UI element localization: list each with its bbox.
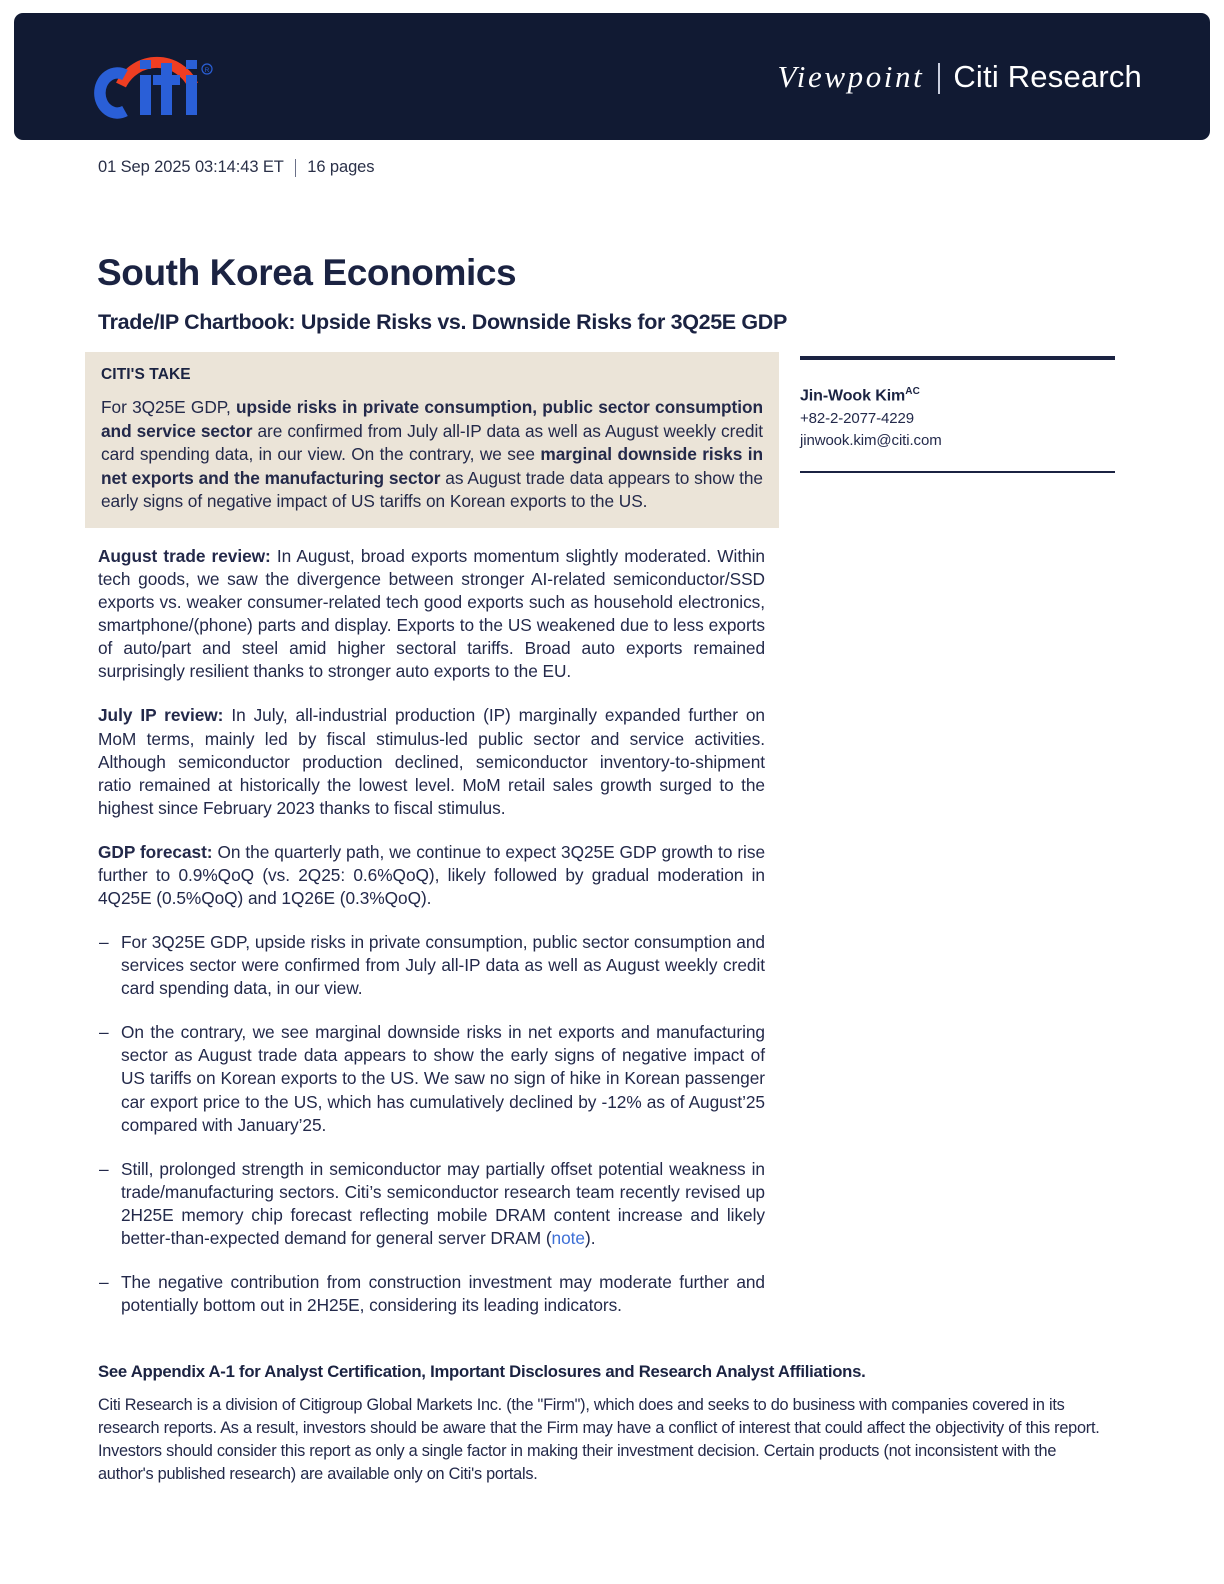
paragraph-lead: August trade review: [98, 546, 271, 566]
citis-take-segment-2: are confirmed from July all-IP data as well as August weekly credit card spending data, in our view. On the contrary, we see [101, 420, 763, 465]
analyst-bottom-rule [800, 471, 1115, 473]
page-count: 16 pages [307, 158, 375, 176]
analyst-credential: AC [905, 386, 921, 397]
body-paragraph [98, 704, 765, 819]
citis-take-segment-4: as August trade data appears to show the early signs of negative impact of US tariffs on Korean exports to the US. [101, 467, 763, 512]
publish-timestamp: 01 Sep 2025 03:14:43 ET [98, 158, 284, 176]
bullet-dash-icon: – [99, 1158, 109, 1179]
analyst-top-rule [800, 356, 1115, 360]
page-subtitle: Trade/IP Chartbook: Upside Risks vs. Downside Risks for 3Q25E GDP [98, 310, 787, 334]
bullet-dash-icon: – [99, 1022, 109, 1043]
bullet-dash-icon: – [99, 1272, 109, 1293]
bullet-dash-icon: – [99, 932, 109, 953]
appendix-notice: See Appendix A-1 for Analyst Certification, Important Disclosures and Research Analyst Affiliations. [98, 1362, 866, 1381]
document-footer [98, 1362, 1111, 1487]
citis-take-box [85, 352, 779, 528]
document-meta [98, 158, 374, 177]
paragraph-text: On the quarterly path, we continue to expect 3Q25E GDP growth to rise further to 0.9%QoQ (vs. 2Q25: 0.6%QoQ), likely followed by gradual moderation in 4Q25E (0.5%QoQ) and 1Q26E (0.3%QoQ). [98, 841, 766, 909]
citis-take-segment-0: For 3Q25E GDP, [101, 397, 237, 417]
bullet-text: Still, prolonged strength in semiconductor may partially offset potential weakness in trade/manufacturing sectors. Citi’s semiconductor research team recently revised up 2H25E memory chip forecast reflecting mobile DRAM content increase and likely better-than-expected demand for general server DRAM ( [121, 1158, 765, 1248]
citis-take-segment-3: marginal downside risks in net exports and the manufacturing sector [101, 444, 763, 488]
body-paragraph [98, 545, 765, 683]
svg-text:R: R [204, 67, 210, 74]
citi-logo [91, 41, 241, 119]
bullet-text: On the contrary, we see marginal downside risks in net exports and manufacturing sector as August trade data appears to show the early signs of negative impact of US tariffs on Korean exports to the US. We saw no sign of hike in Korean passenger car export price to the US, which has cumulatively declined by -12% as of August’25 compared with January’25. [121, 1022, 765, 1135]
citis-take-body [101, 396, 763, 514]
document-body [98, 545, 765, 1338]
analyst-name-text: Jin-Wook Kim [800, 387, 906, 405]
analyst-phone[interactable]: +82-2-2077-4229 [800, 410, 915, 428]
branding-divider [938, 63, 940, 94]
paragraph-lead: July IP review: [98, 705, 224, 726]
citi-research-label: Citi Research [953, 58, 1142, 94]
bullet-item [98, 1158, 765, 1250]
paragraph-text: In July, all-industrial production (IP) marginally expanded further on MoM terms, mainly led by fiscal stimulus-led public sector and service activities. Although semiconductor production declined, semiconductor inventory-to-shipment ratio remained at historically the lowest level. MoM retail sales growth surged to the highest since February 2023 thanks to fiscal stimulus. [98, 705, 765, 818]
note-link[interactable]: note [551, 1227, 585, 1248]
bullet-tail: ). [584, 1227, 596, 1248]
analyst-block [800, 356, 1115, 473]
paragraph-lead: GDP forecast: [98, 841, 213, 862]
page-title: South Korea Economics [97, 252, 517, 293]
bullet-text: The negative contribution from construction investment may moderate further and potentially bottom out in 2H25E, considering its leading indicators. [121, 1272, 765, 1316]
body-paragraph [98, 841, 765, 910]
paragraph-text: In August, broad exports momentum slightly moderated. Within tech goods, we saw the divergence between stronger AI-related semiconductor/SSD exports vs. weaker consumer-related tech good exports such as household electronics, smartphone/(phone) parts and display. Exports to the US weakened due to less exports of auto/part and steel amid higher sectoral tariffs. Broad auto exports remained surprisingly resilient thanks to stronger auto exports to the EU. [98, 546, 765, 682]
meta-divider [295, 159, 297, 177]
analyst-email[interactable]: jinwook.kim@citi.com [800, 432, 942, 450]
document-header-bar [14, 13, 1210, 140]
citis-take-label: CITI'S TAKE [101, 366, 191, 383]
citis-take-segment-1: upside risks in private consumption, public sector consumption and service sector [101, 397, 763, 441]
viewpoint-label: Viewpoint [777, 58, 925, 94]
viewpoint-branding [778, 13, 1142, 140]
analyst-name [800, 386, 1115, 405]
bullet-item [98, 1021, 765, 1136]
disclaimer-text: Citi Research is a division of Citigroup Global Markets Inc. (the "Firm"), which does and seeks to do business with companies covered in its research reports. As a result, investors should be aware that the Firm may have a conflict of interest that could affect the objectivity of this report. Investors should consider this report as only a single factor in making their investment decision. Certain products (not inconsistent with the author's published research) are available only on Citi's portals. [98, 1396, 1100, 1484]
bullet-item [98, 1271, 765, 1317]
bullet-item [98, 931, 765, 1000]
bullet-text: For 3Q25E GDP, upside risks in private consumption, public sector consumption and services sector were confirmed from July all-IP data as well as August weekly credit card spending data, in our view. [121, 932, 765, 999]
